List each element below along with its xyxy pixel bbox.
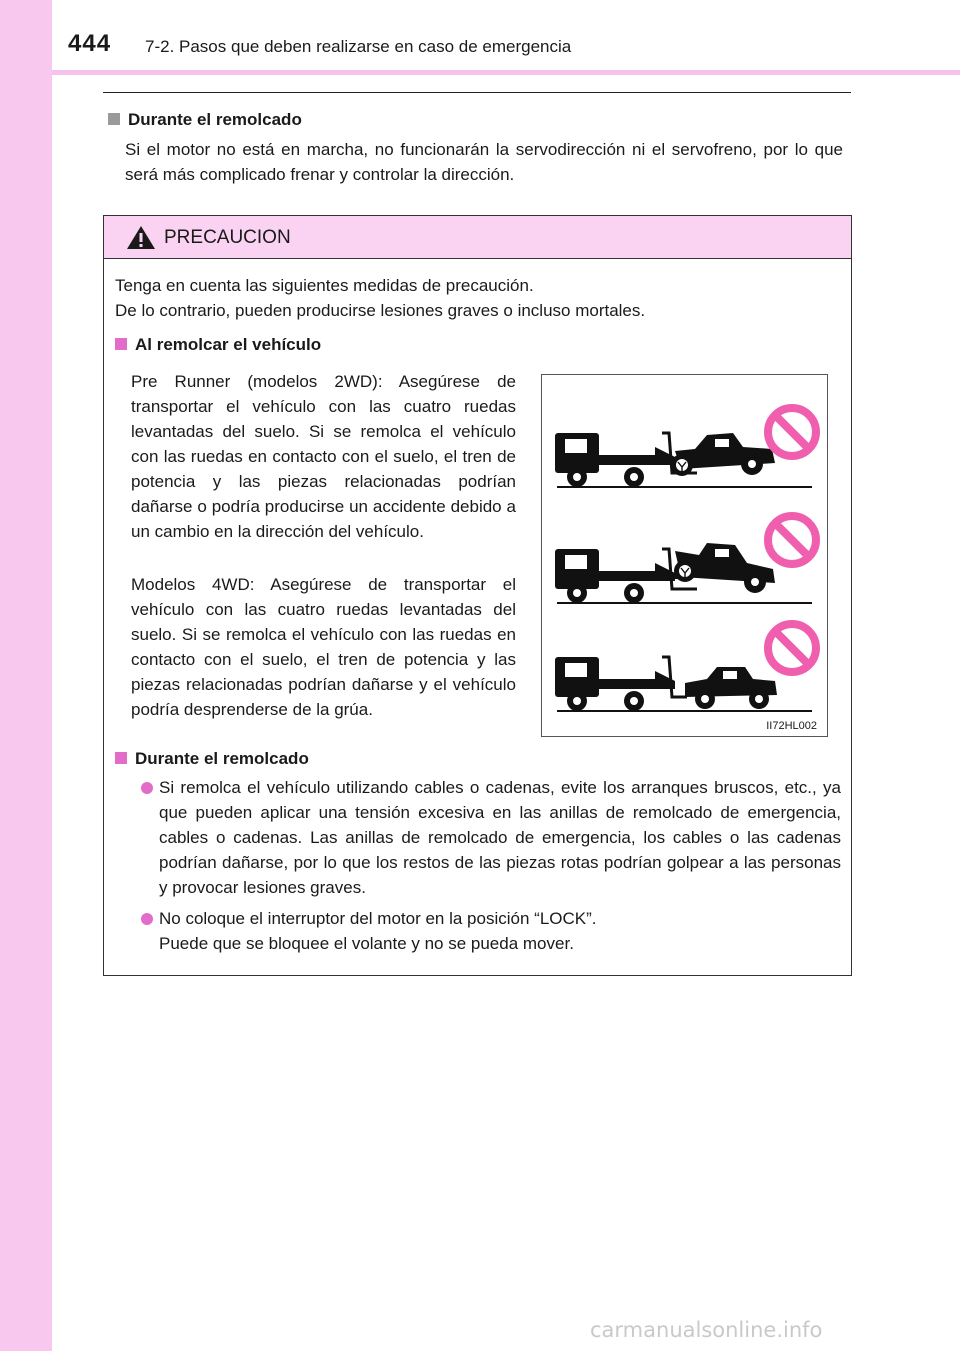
bullet-dot-icon [141, 913, 153, 925]
header-band [52, 0, 960, 70]
caution-title: PRECAUCION [164, 227, 291, 248]
square-bullet-icon [115, 338, 127, 350]
caution-intro-line2: De lo contrario, pueden producirse lesiones graves o incluso mortales. [115, 301, 646, 320]
caution-box [103, 215, 852, 976]
bullet-dot-icon [141, 782, 153, 794]
chapter-title: 7-2. Pasos que deben realizarse en caso de emergencia [145, 37, 572, 56]
square-bullet-icon [108, 113, 120, 125]
watermark-logo: carmanualsonline.info [590, 1318, 823, 1342]
section-heading: Durante el remolcado [108, 110, 302, 130]
figure-code: II72HL002 [766, 720, 817, 732]
header-rule [52, 70, 960, 75]
tow-truck-icon [547, 391, 822, 493]
bullet-lock-line1: No coloque el interruptor del motor en la posición “LOCK”. [159, 909, 597, 928]
towing-figure [541, 374, 828, 737]
subheading-towing: Al remolcar el vehículo [115, 335, 321, 355]
caution-header [104, 216, 851, 259]
towing-4wd-paragraph: Modelos 4WD: Asegúrese de transportar el vehículo con las cuatro ruedas levantadas del suelo. Si se remolca el vehículo con las ruedas en contacto con el suelo, el tren de potencia y las piezas relacionadas podrían dañarse y el vehículo podría desprenderse de la grúa. [131, 575, 516, 719]
subheading-during-towing: Durante el remolcado [115, 749, 309, 769]
square-bullet-icon [115, 752, 127, 764]
caution-intro-line1: Tenga en cuenta las siguientes medidas de precaución. [115, 276, 534, 295]
page-number: 444 [68, 30, 112, 57]
tow-truck-icon [547, 507, 822, 609]
towing-2wd-paragraph: Pre Runner (modelos 2WD): Asegúrese de transportar el vehículo con las cuatro ruedas levantadas del suelo. Si se remolca el vehículo con las ruedas en contacto con el suelo, el tren de potencia y las piezas relacionadas podrían dañarse o podría producirse un accidente debido a un cambio en la dirección del vehículo. [131, 372, 516, 541]
bullet-lock-line2: Puede que se bloquee el volante y no se pueda mover. [159, 934, 574, 953]
bullet-cables-paragraph: Si remolca el vehículo utilizando cables o cadenas, evite los arranques bruscos, etc., ya que pueden aplicar una tensión excesiva en las anillas de remolcado de emergencia, cables o cadenas. Las anillas de remolcado de emergencia, los cables o las cadenas podrían dañarse, por lo que los restos de las piezas rotas podrían golpear a las personas y provocar lesiones graves. [159, 778, 841, 897]
tow-truck-icon [547, 615, 822, 717]
page-side-strip [0, 0, 52, 1351]
section-divider [103, 92, 851, 93]
warning-triangle-icon [126, 225, 156, 250]
section-body: Si el motor no está en marcha, no funcionarán la servodirección ni el servofreno, por lo que será más complicado frenar y controlar la dirección. [125, 140, 843, 184]
